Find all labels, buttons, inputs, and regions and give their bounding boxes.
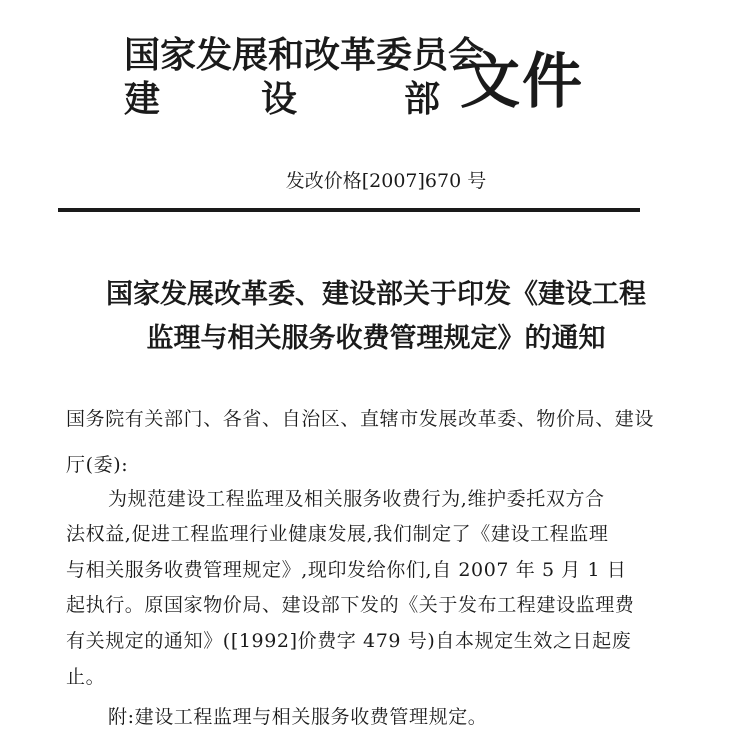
body-line: 厅(委): — [66, 454, 129, 476]
body-line: 起执行。原国家物价局、建设部下发的《关于发布工程建设监理费 — [66, 594, 635, 616]
body-line: 国务院有关部门、各省、自治区、直辖市发展改革委、物价局、建设 — [66, 408, 655, 430]
document-title-line-1: 国家发展改革委、建设部关于印发《建设工程 — [106, 279, 646, 310]
body-line: 与相关服务收费管理规定》,现印发给你们,自 2007 年 5 月 1 日 — [66, 559, 627, 581]
body-line: 止。 — [66, 666, 106, 688]
issuer-line-2 — [124, 78, 442, 120]
body-line: 附:建设工程监理与相关服务收费管理规定。 — [108, 706, 488, 728]
document-title-line-2: 监理与相关服务收费管理规定》的通知 — [146, 323, 606, 354]
body-line: 法权益,促进工程监理行业健康发展,我们制定了《建设工程监理 — [66, 523, 609, 545]
letterhead — [124, 34, 594, 124]
body-line: 为规范建设工程监理及相关服务收费行为,维护委托双方合 — [108, 488, 605, 510]
header-divider — [58, 208, 640, 212]
issuer-line-2-char: 建 — [124, 78, 161, 120]
body-line: 有关规定的通知》([1992]价费字 479 号)自本规定生效之日起废 — [66, 630, 632, 652]
document-number: 发改价格[2007]670 号 — [285, 170, 487, 192]
issuer-line-2-char: 部 — [404, 78, 441, 120]
issuer-line-1: 国家发展和改革委员会 — [124, 34, 485, 76]
issuer-line-2-char: 设 — [261, 78, 298, 120]
doc-type-word: 文件 — [460, 47, 584, 117]
